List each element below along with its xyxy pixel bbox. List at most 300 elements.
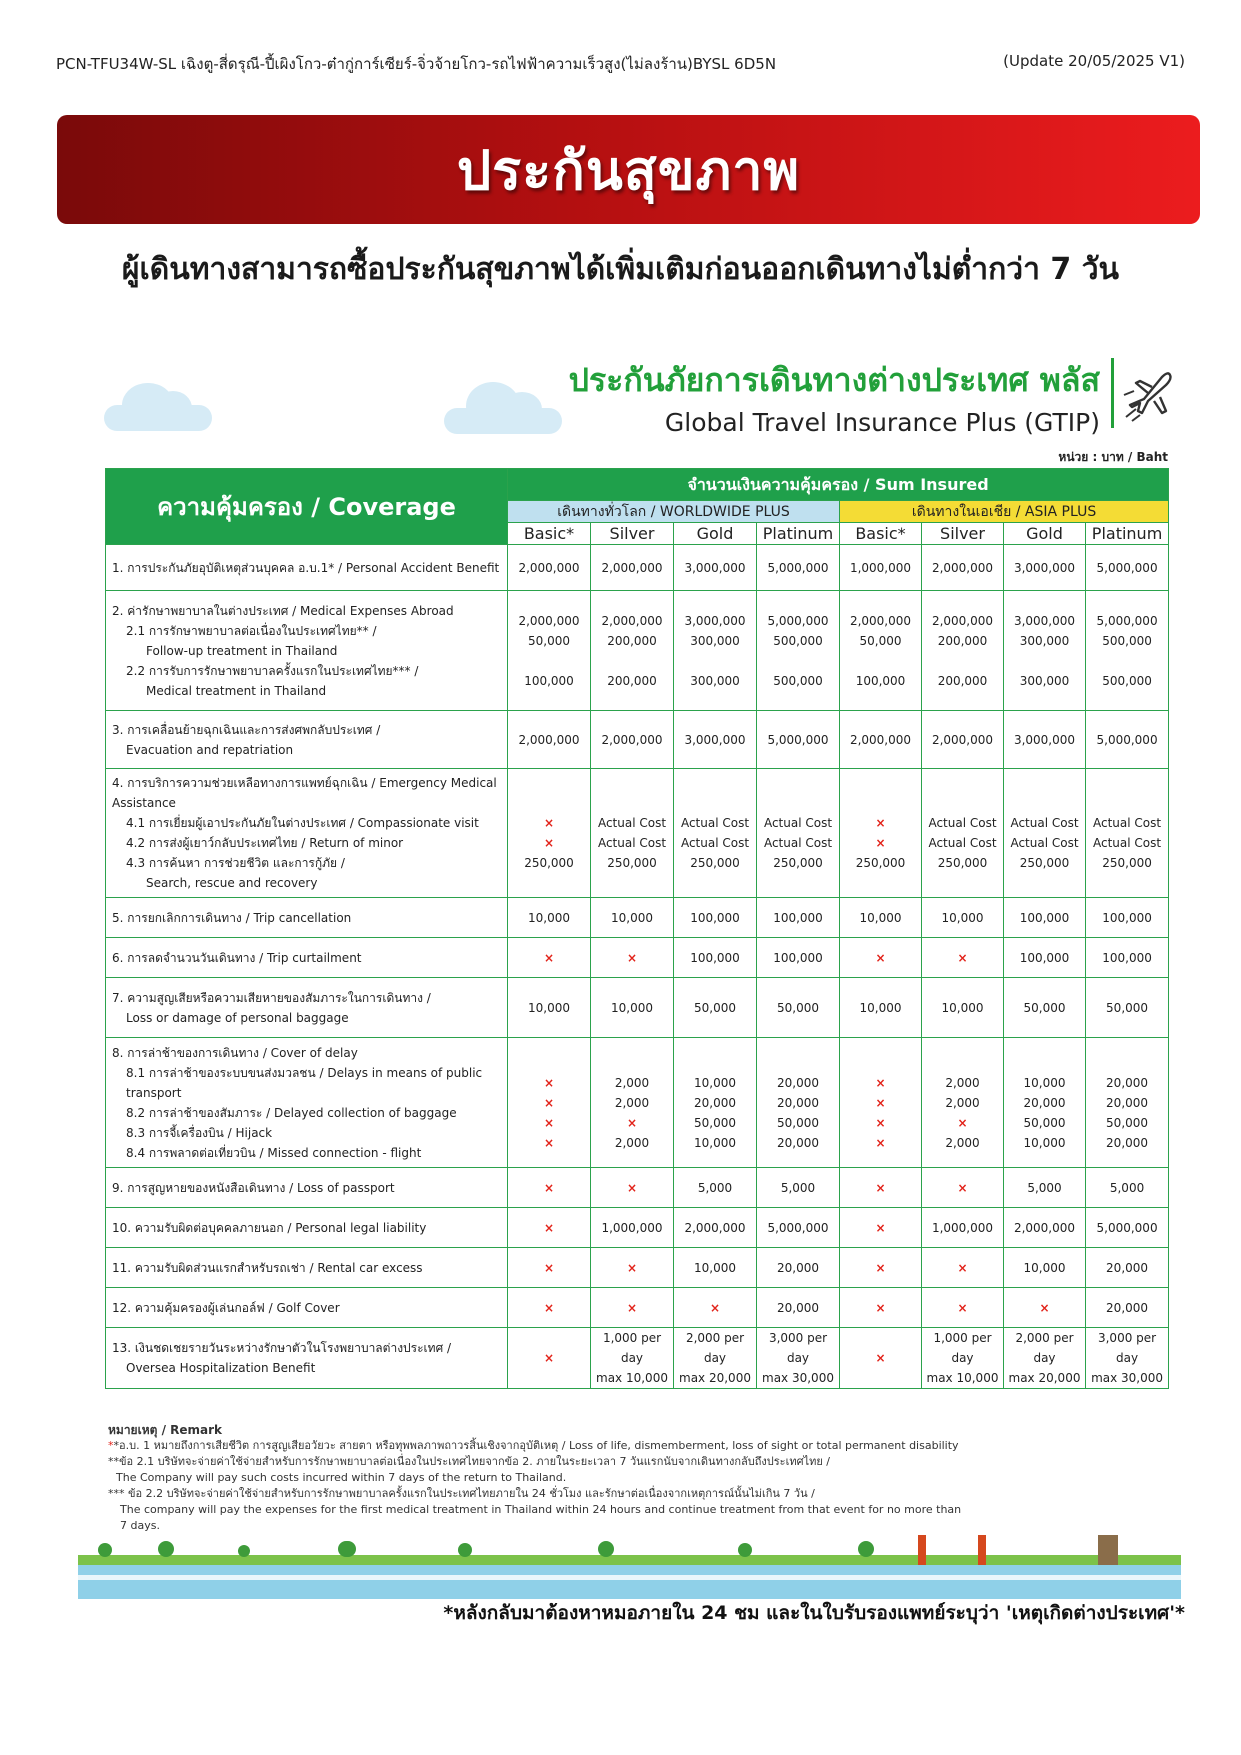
value-cell <box>840 1168 922 1208</box>
cross-icon: × <box>543 836 555 850</box>
value-cell <box>508 1038 591 1168</box>
tour-code: PCN-TFU34W-SL เฉิงตู-สี่ดรุณี-ปี้เผิงโกว-ต๋ากู่การ์เซียร์-จิ่วจ้ายโกว-รถไฟฟ้าความเร็วสูง(ไม่ลงร้าน)BYSL 6D5N <box>56 55 777 73</box>
value-cell <box>840 1248 922 1288</box>
cell-value: 2,000 <box>945 1095 980 1110</box>
plan-header: Silver <box>591 523 674 545</box>
value-cell <box>1004 545 1086 591</box>
value-cell <box>508 1168 591 1208</box>
cell-value: 10,000 <box>528 910 570 925</box>
value-cell <box>591 591 674 711</box>
remark-section <box>108 1422 968 1534</box>
value-cell <box>1004 711 1086 769</box>
cell-value: 100,000 <box>1019 950 1070 965</box>
cell-value: max 30,000 <box>762 1371 834 1385</box>
value-cell <box>508 1208 591 1248</box>
coverage-description <box>106 711 508 769</box>
value-cell <box>674 769 757 898</box>
cell-value: 20,000 <box>777 1075 819 1090</box>
value-cell <box>922 938 1004 978</box>
cell-value: 3,000 per day <box>1097 1331 1157 1365</box>
coverage-description <box>106 769 508 898</box>
cell-value: 200,000 <box>607 633 657 648</box>
cell-value: Actual Cost <box>597 836 667 850</box>
cell-value: 20,000 <box>777 1260 819 1275</box>
value-cell <box>1086 898 1169 938</box>
table-row <box>106 769 1169 898</box>
cell-value: 5,000 <box>780 1180 816 1195</box>
value-cell <box>840 1288 922 1328</box>
unit-label: หน่วย : บาท / Baht <box>1058 450 1168 464</box>
cell-value: 500,000 <box>1102 673 1152 688</box>
cell-value: 3,000 per day <box>768 1331 828 1365</box>
sum-insured-header: จำนวนเงินความคุ้มครอง / Sum Insured <box>508 469 1169 501</box>
cell-value: 3,000,000 <box>1013 732 1076 747</box>
cross-icon: × <box>1039 1300 1050 1315</box>
cell-value: Actual Cost <box>1010 836 1079 850</box>
value-cell <box>508 545 591 591</box>
cross-icon: × <box>626 1300 638 1315</box>
cell-value: 5,000,000 <box>767 560 829 575</box>
cell-value <box>674 651 756 671</box>
table-row <box>106 938 1169 978</box>
cell-value: 2,000,000 <box>601 560 663 575</box>
cell-value: 5,000,000 <box>1096 1220 1158 1235</box>
cell-value: 20,000 <box>1106 1075 1149 1090</box>
cell-value: 10,000 <box>859 910 902 925</box>
coverage-description <box>106 938 508 978</box>
value-cell <box>922 1288 1004 1328</box>
cell-value: 2,000,000 <box>931 560 994 575</box>
cross-icon: × <box>875 1260 886 1275</box>
cell-value: 300,000 <box>1019 673 1070 688</box>
table-row <box>106 1248 1169 1288</box>
cross-icon: × <box>543 1135 555 1150</box>
description-line: 4.3 การค้นหา การช่วยชีวิต และการกู้ภัย / <box>126 856 345 870</box>
cell-value: Actual Cost <box>1093 816 1162 830</box>
cell-value: 2,000 per day <box>1015 1331 1074 1365</box>
value-cell <box>1004 1208 1086 1248</box>
cell-value: 5,000,000 <box>1096 732 1158 747</box>
cell-value: 2,000 per day <box>685 1331 745 1365</box>
value-cell <box>757 1168 840 1208</box>
description-line: 13. เงินชดเชยรายวันระหว่างรักษาตัวในโรงพยาบาลต่างประเทศ / <box>112 1341 452 1355</box>
remark-line: **ข้อ 2.1 บริษัทจะจ่ายค่าใช้จ่ายสำหรับการรักษาพยาบาลต่อเนื่องในประเทศไทยจากข้อ 2. ภายในระยะเวลา 7 วันแรกนับจากเดินทางกลับถึงประเทศไทย / <box>108 1455 831 1468</box>
cell-value <box>674 793 756 813</box>
cell-value <box>1086 651 1168 671</box>
value-cell <box>757 769 840 898</box>
coverage-table <box>105 468 1169 1389</box>
cell-value: 50,000 <box>777 1000 819 1015</box>
title-divider <box>1111 358 1114 428</box>
cell-value: 250,000 <box>690 856 740 870</box>
cell-value <box>1004 651 1085 671</box>
value-cell <box>922 1208 1004 1248</box>
cross-icon: × <box>875 816 886 830</box>
cross-icon: × <box>626 1180 638 1195</box>
cell-value: 50,000 <box>1023 1000 1066 1015</box>
cell-value: Actual Cost <box>928 816 997 830</box>
remark-line: **อ.บ. 1 หมายถึงการเสียชีวิต การสูญเสียอวัยวะ สายตา หรือทุพพลภาพถาวรสิ้นเชิงจากอุบัติเหตุ / Loss of life, dismemberment, loss of sight or total permanent disability <box>108 1439 959 1452</box>
description-line: 1. การประกันภัยอุบัติเหตุส่วนบุคคล อ.บ.1* / Personal Accident Benefit <box>112 560 500 575</box>
cell-value: 10,000 <box>941 1000 984 1015</box>
coverage-description <box>106 545 508 591</box>
coverage-description <box>106 1288 508 1328</box>
cell-value: 2,000,000 <box>684 1220 746 1235</box>
remark-title: หมายเหตุ / Remark <box>108 1423 223 1437</box>
description-line: 4. การบริการความช่วยเหลือทางการแพทย์ฉุกเฉิน / Emergency Medical Assistance <box>112 776 497 810</box>
cell-value: 2,000 <box>614 1135 650 1150</box>
cell-value: 250,000 <box>773 856 823 870</box>
cell-value: max 20,000 <box>1008 1371 1081 1385</box>
cell-value: 2,000 <box>945 1075 980 1090</box>
cell-value: 10,000 <box>1023 1075 1066 1090</box>
value-cell <box>674 1168 757 1208</box>
value-cell <box>922 1038 1004 1168</box>
page-header <box>56 52 1185 76</box>
cell-value: 5,000,000 <box>1096 560 1158 575</box>
description-line: Medical treatment in Thailand <box>146 683 327 698</box>
cell-value: Actual Cost <box>1093 836 1162 850</box>
cell-value <box>922 793 1003 813</box>
description-line: Follow-up treatment in Thailand <box>146 643 338 658</box>
value-cell <box>1004 1288 1086 1328</box>
value-cell <box>1086 1038 1169 1168</box>
value-cell <box>591 545 674 591</box>
cell-value: 2,000,000 <box>849 732 912 747</box>
cell-value: Actual Cost <box>680 836 750 850</box>
plan-header: Silver <box>922 523 1004 545</box>
cell-value <box>1086 1053 1168 1073</box>
cell-value: 500,000 <box>1102 633 1152 648</box>
value-cell <box>674 1288 757 1328</box>
cell-value: 10,000 <box>611 910 653 925</box>
table-row <box>106 1168 1169 1208</box>
cell-value: Actual Cost <box>597 816 667 830</box>
cloud-icon <box>444 408 562 434</box>
cell-value: 1,000,000 <box>601 1220 663 1235</box>
cell-value: 20,000 <box>777 1135 819 1150</box>
cross-icon: × <box>626 1260 638 1275</box>
asia-header: เดินทางในเอเชีย / ASIA PLUS <box>840 501 1169 523</box>
value-cell <box>508 938 591 978</box>
cross-icon: × <box>875 1135 886 1150</box>
cell-value: 300,000 <box>690 673 740 688</box>
coverage-description <box>106 1328 508 1389</box>
cell-value <box>840 651 921 671</box>
value-cell <box>840 938 922 978</box>
cell-value <box>757 651 839 671</box>
value-cell <box>757 711 840 769</box>
value-cell <box>757 1288 840 1328</box>
table-row <box>106 711 1169 769</box>
cell-value: 20,000 <box>1106 1095 1149 1110</box>
cell-value: max 10,000 <box>926 1371 999 1385</box>
title-banner <box>57 115 1200 224</box>
cell-value: 10,000 <box>694 1135 736 1150</box>
value-cell <box>674 1208 757 1248</box>
cross-icon: × <box>543 1095 555 1110</box>
cell-value: 500,000 <box>773 673 823 688</box>
subtitle: ผู้เดินทางสามารถซื้อประกันสุขภาพได้เพิ่มเติมก่อนออกเดินทางไม่ต่ำกว่า 7 วัน <box>121 252 1120 287</box>
cell-value: 250,000 <box>855 856 906 870</box>
plan-header: Basic* <box>840 523 922 545</box>
cell-value <box>508 793 590 813</box>
cloud-icon <box>104 405 212 431</box>
cell-value: 1,000,000 <box>931 1220 994 1235</box>
table-row <box>106 1208 1169 1248</box>
cell-value <box>757 1053 839 1073</box>
cell-value <box>591 651 673 671</box>
cell-value: 2,000,000 <box>518 560 580 575</box>
value-cell <box>508 898 591 938</box>
value-cell <box>1004 938 1086 978</box>
coverage-description <box>106 1248 508 1288</box>
cell-value: 50,000 <box>694 1000 736 1015</box>
cell-value: 3,000,000 <box>684 560 746 575</box>
cell-value: 500,000 <box>773 633 823 648</box>
value-cell <box>508 769 591 898</box>
description-line: Loss or damage of personal baggage <box>126 1010 349 1025</box>
value-cell <box>1004 898 1086 938</box>
value-cell <box>757 545 840 591</box>
description-line: 8.3 การจี้เครื่องบิน / Hijack <box>126 1125 273 1140</box>
cell-value: 300,000 <box>690 633 740 648</box>
value-cell <box>1086 545 1169 591</box>
cell-value: 5,000 <box>1109 1180 1145 1195</box>
value-cell <box>922 1328 1004 1389</box>
cell-value: Actual Cost <box>763 816 833 830</box>
cell-value: 50,000 <box>1106 1000 1149 1015</box>
description-line: Evacuation and repatriation <box>126 742 294 757</box>
cell-value: 20,000 <box>1023 1095 1066 1110</box>
cross-icon: × <box>957 1180 968 1195</box>
value-cell <box>508 591 591 711</box>
cell-value <box>922 1053 1003 1073</box>
plan-header: Gold <box>1004 523 1086 545</box>
cell-value <box>1004 793 1085 813</box>
cell-value: 100,000 <box>855 673 906 688</box>
cross-icon: × <box>543 1180 555 1195</box>
cell-value: 5,000,000 <box>1096 613 1158 628</box>
remark-line: *** ข้อ 2.2 บริษัทจะจ่ายค่าใช้จ่ายสำหรับการรักษาพยาบาลครั้งแรกในประเทศไทยภายใน 24 ชั่วโมง และรักษาต่อเนื่องจากเหตุการณ์นั้นไม่เกิน 7 วัน / <box>108 1487 815 1500</box>
plan-header: Platinum <box>1086 523 1169 545</box>
cell-value: Actual Cost <box>1010 816 1079 830</box>
coverage-description <box>106 1208 508 1248</box>
cross-icon: × <box>626 950 638 965</box>
cell-value: Actual Cost <box>680 816 750 830</box>
cell-value <box>840 793 921 813</box>
value-cell <box>591 1208 674 1248</box>
description-line: 2.2 การรับการรักษาพยาบาลครั้งแรกในประเทศไทย*** / <box>126 663 419 678</box>
value-cell <box>757 1328 840 1389</box>
value-cell <box>591 769 674 898</box>
cross-icon: × <box>875 1351 886 1365</box>
value-cell <box>840 769 922 898</box>
cross-icon: × <box>543 1075 555 1090</box>
value-cell <box>922 898 1004 938</box>
cross-icon: × <box>957 950 968 965</box>
coverage-description <box>106 978 508 1038</box>
value-cell <box>922 711 1004 769</box>
cell-value: 250,000 <box>1019 856 1070 870</box>
description-line: 8.4 การพลาดต่อเที่ยวบิน / Missed connection - flight <box>126 1145 422 1160</box>
value-cell <box>1086 591 1169 711</box>
value-cell <box>508 1288 591 1328</box>
table-row <box>106 1328 1169 1389</box>
description-line: 4.2 การส่งผู้เยาว์กลับประเทศไทย / Return of minor <box>126 836 404 850</box>
cross-icon: × <box>957 1115 968 1130</box>
cell-value: 200,000 <box>937 633 988 648</box>
plan-header: Gold <box>674 523 757 545</box>
coverage-description <box>106 1038 508 1168</box>
value-cell <box>591 1328 674 1389</box>
value-cell <box>1086 1288 1169 1328</box>
cell-value: 3,000,000 <box>1013 613 1076 628</box>
value-cell <box>674 1038 757 1168</box>
value-cell <box>757 591 840 711</box>
table-row <box>106 1038 1169 1168</box>
cell-value: 50,000 <box>528 633 570 648</box>
value-cell <box>1086 1328 1169 1389</box>
value-cell <box>840 1038 922 1168</box>
cell-value: 5,000 <box>1027 1180 1062 1195</box>
value-cell <box>591 978 674 1038</box>
cell-value: 20,000 <box>694 1095 736 1110</box>
remark-line: The Company will pay such costs incurred within 7 days of the return to Thailand. <box>116 1471 567 1484</box>
cell-value: 50,000 <box>1023 1115 1066 1130</box>
value-cell <box>757 898 840 938</box>
value-cell <box>1004 769 1086 898</box>
cell-value <box>1004 1053 1085 1073</box>
cell-value: 2,000,000 <box>601 613 663 628</box>
value-cell <box>591 898 674 938</box>
cell-value: 300,000 <box>1019 633 1070 648</box>
cell-value: max 20,000 <box>679 1371 751 1385</box>
value-cell <box>840 1328 922 1389</box>
cell-value <box>840 1053 921 1073</box>
value-cell <box>840 591 922 711</box>
cross-icon: × <box>543 1351 555 1365</box>
cell-value <box>674 1053 756 1073</box>
cell-value: 10,000 <box>528 1000 570 1015</box>
cell-value: 10,000 <box>694 1075 736 1090</box>
value-cell <box>591 1248 674 1288</box>
coverage-description <box>106 898 508 938</box>
value-cell <box>757 1038 840 1168</box>
value-cell <box>1086 978 1169 1038</box>
cross-icon: × <box>875 1180 886 1195</box>
cross-icon: × <box>709 1300 721 1315</box>
cell-value: 3,000,000 <box>684 613 746 628</box>
cell-value: 2,000,000 <box>518 613 580 628</box>
cross-icon: × <box>875 1220 886 1235</box>
value-cell <box>840 978 922 1038</box>
cell-value: 50,000 <box>777 1115 819 1130</box>
cell-value: 250,000 <box>607 856 657 870</box>
value-cell <box>674 898 757 938</box>
cell-value: Actual Cost <box>763 836 833 850</box>
value-cell <box>1086 769 1169 898</box>
value-cell <box>674 591 757 711</box>
coverage-description <box>106 591 508 711</box>
cross-icon: × <box>875 1300 886 1315</box>
value-cell <box>840 898 922 938</box>
cell-value: 3,000,000 <box>1013 560 1076 575</box>
cell-value: Actual Cost <box>928 836 997 850</box>
cell-value: 250,000 <box>1102 856 1152 870</box>
cell-value: 100,000 <box>773 910 823 925</box>
value-cell <box>674 938 757 978</box>
cell-value: 2,000 <box>945 1135 980 1150</box>
plan-header: Basic* <box>508 523 591 545</box>
value-cell <box>1004 1168 1086 1208</box>
description-line: 7. ความสูญเสียหรือความเสียหายของสัมภาระในการเดินทาง / <box>112 990 431 1005</box>
cell-value: 10,000 <box>611 1000 653 1015</box>
cross-icon: × <box>875 1095 886 1110</box>
cell-value: 2,000 <box>614 1075 650 1090</box>
cross-icon: × <box>875 1075 886 1090</box>
value-cell <box>508 1248 591 1288</box>
description-line: 6. การลดจำนวนวันเดินทาง / Trip curtailment <box>112 950 362 965</box>
cell-value: 5,000,000 <box>767 732 829 747</box>
value-cell <box>922 591 1004 711</box>
value-cell <box>674 711 757 769</box>
value-cell <box>1004 1248 1086 1288</box>
cell-value: 200,000 <box>607 673 657 688</box>
value-cell <box>1086 1168 1169 1208</box>
value-cell <box>922 978 1004 1038</box>
value-cell <box>591 1288 674 1328</box>
description-line: 9. การสูญหายของหนังสือเดินทาง / Loss of passport <box>112 1180 395 1195</box>
landmarks-illustration <box>78 1535 1181 1599</box>
value-cell <box>674 978 757 1038</box>
cell-value: 10,000 <box>859 1000 902 1015</box>
value-cell <box>757 1248 840 1288</box>
description-line: Search, rescue and recovery <box>146 876 318 890</box>
description-line: 10. ความรับผิดต่อบุคคลภายนอก / Personal legal liability <box>112 1220 427 1235</box>
cell-value: 100,000 <box>690 950 740 965</box>
cell-value <box>591 793 673 813</box>
cell-value: max 30,000 <box>1091 1371 1164 1385</box>
description-line: 8. การล่าช้าของการเดินทาง / Cover of delay <box>112 1045 358 1060</box>
cell-value: 250,000 <box>937 856 988 870</box>
value-cell <box>674 545 757 591</box>
cell-value: 2,000,000 <box>849 613 912 628</box>
coverage-header: ความคุ้มครอง / Coverage <box>106 469 508 545</box>
value-cell <box>674 1248 757 1288</box>
value-cell <box>591 1038 674 1168</box>
cell-value: 10,000 <box>694 1260 736 1275</box>
cross-icon: × <box>626 1115 638 1130</box>
value-cell <box>840 711 922 769</box>
table-row <box>106 591 1169 711</box>
cell-value: 20,000 <box>1106 1135 1149 1150</box>
coverage-rows <box>106 545 1169 1389</box>
cell-value: 50,000 <box>694 1115 736 1130</box>
cell-value: 50,000 <box>859 633 902 648</box>
coverage-description <box>106 1168 508 1208</box>
product-title-en: Global Travel Insurance Plus (GTIP) <box>664 408 1100 437</box>
cell-value: 50,000 <box>1106 1115 1149 1130</box>
value-cell <box>1004 978 1086 1038</box>
table-row <box>106 1288 1169 1328</box>
description-line: 12. ความคุ้มครองผู้เล่นกอล์ฟ / Golf Cover <box>112 1300 340 1315</box>
value-cell <box>757 978 840 1038</box>
table-row <box>106 898 1169 938</box>
cell-value: 5,000 <box>697 1180 733 1195</box>
cell-value: 2,000,000 <box>601 732 663 747</box>
value-cell <box>674 1328 757 1389</box>
